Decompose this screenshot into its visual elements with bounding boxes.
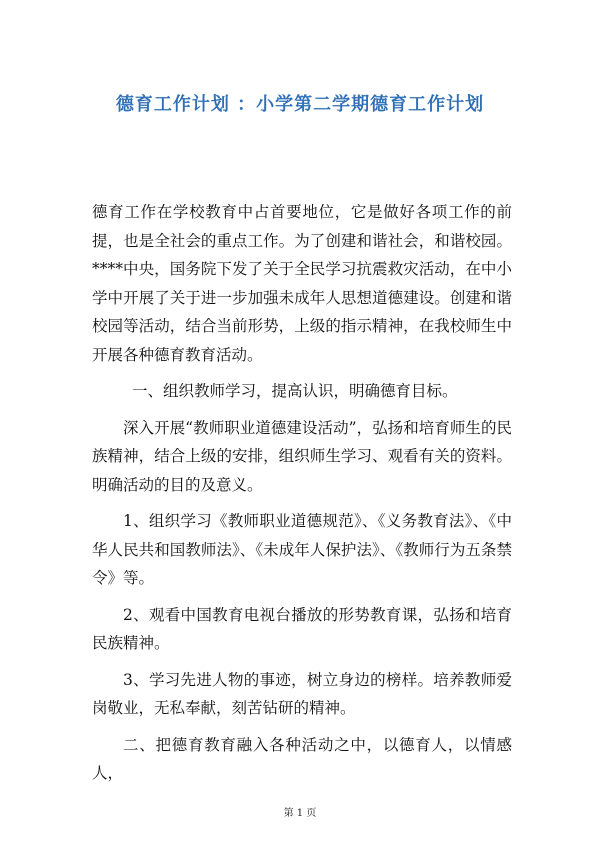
heading-section-1: 一、组织教师学习，提高认识，明确德育目标。 (132, 382, 458, 400)
paragraph-section-1: 深入开展“教师职业道德建设活动”，弘扬和培育师生的民族精神，结合上级的安排，组织师生学习、观看有关的资料。明确活动的目的及意义。 (92, 418, 512, 494)
paragraph-intro: 德育工作在学校教育中占首要地位，它是做好各项工作的前提，也是全社会的重点工作。为了创建和谐社会，和谐校园。****中央，国务院下发了关于全民学习抗震救灾活动，在中小学中开展了关于进一步加强未成年人思想道德建设。创建和谐校园等活动，结合当前形势，上级的指示精神，在我校师生中开展各种德育教育活动。 (92, 203, 512, 364)
heading-section-2: 二、把德育教育融入各种活动之中，以德育人，以情感人， (92, 735, 512, 782)
list-item-1: 1、组织学习《教师职业道德规范》、《义务教育法》、《中华人民共和国教师法》、《未成年人保护法》、《教师行为五条禁令》等。 (92, 512, 512, 587)
list-item-3: 3、学习先进人物的事迹，树立身边的榜样。培养教师爱岗敬业，无私奉献，刻苦钻研的精神。 (92, 670, 512, 717)
document-body (92, 198, 512, 796)
page-number: 第 1 页 (283, 808, 317, 819)
document-title: 德育工作计划 ：小学第二学期德育工作计划 (115, 94, 485, 115)
list-item-2: 2、观看中国教育电视台播放的形势教育课，弘扬和培育民族精神。 (92, 605, 512, 652)
